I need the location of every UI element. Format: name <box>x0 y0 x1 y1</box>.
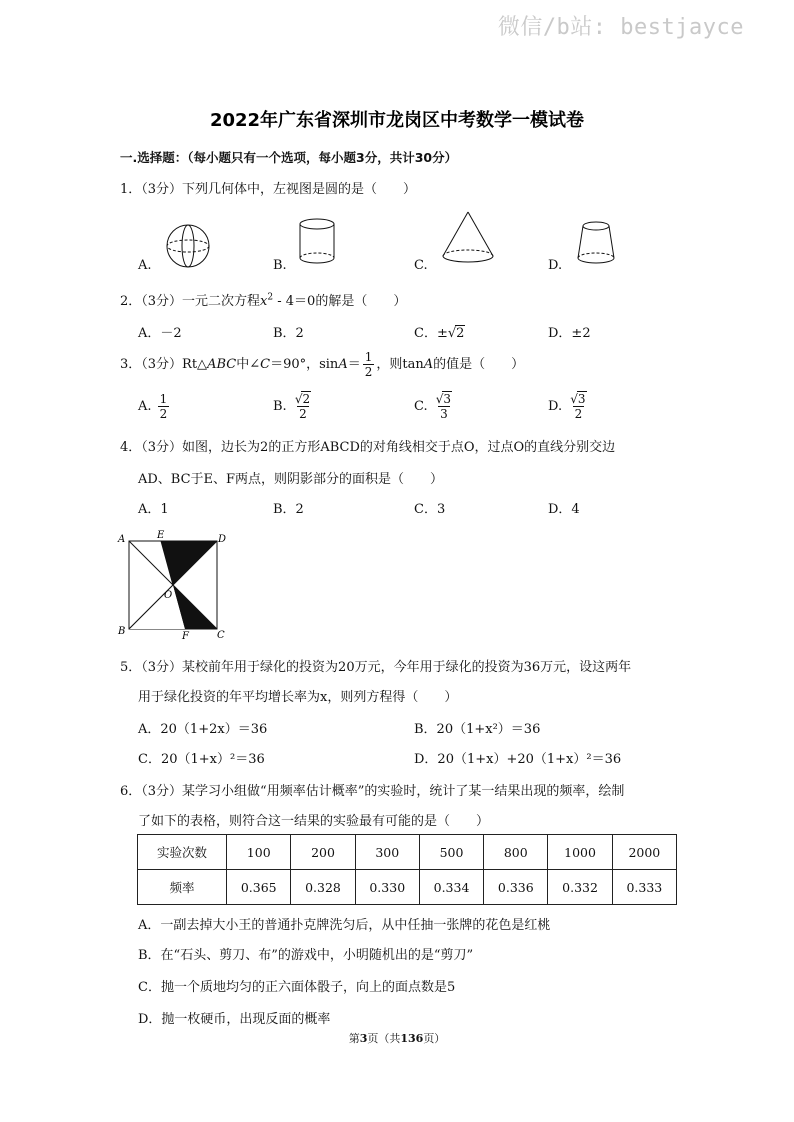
table-cell: 0.332 <box>548 870 612 905</box>
page-footer: 第3页（共136页） <box>348 1032 446 1045</box>
q3-option-a: A. $\frac{1}{2}$ <box>138 392 168 421</box>
q4-option-c: C．3 <box>414 502 446 517</box>
page-title: 2022年广东省深圳市龙岗区中考数学一模试卷 <box>209 110 585 131</box>
q2-stem: 2．（3分）一元二次方程$x^2 - 4=0$的解是（ ） <box>120 292 407 309</box>
q2-option-b: B．2 <box>273 326 304 341</box>
table-row <box>138 835 677 870</box>
q4-option-b: B．2 <box>273 502 304 517</box>
cone-figure <box>436 208 500 272</box>
table-cell: 0.328 <box>291 870 355 905</box>
label-C: C <box>217 630 225 640</box>
table-cell: 0.333 <box>612 870 676 905</box>
q6-stem-line1: 6．（3分）某学习小组做“用频率估计概率”的实验时，统计了某一结果出现的频率，绘制 <box>120 784 625 799</box>
q1-stem: 1．（3分）下列几何体中，左视图是圆的是（ ） <box>120 182 417 197</box>
q2-option-d: D．±2 <box>548 326 591 341</box>
q1-option-d-label: D. <box>548 258 563 273</box>
table-cell: 0.365 <box>227 870 291 905</box>
table-cell: 1000 <box>548 835 612 870</box>
label-O: O <box>164 590 173 601</box>
table-cell: 500 <box>419 835 483 870</box>
q6-option-b: B．在“石头、剪刀、布”的游戏中，小明随机出的是“剪刀” <box>138 948 474 963</box>
cylinder-figure <box>292 216 342 272</box>
q3-option-b: B. $\frac{√2}{2}$ <box>273 392 311 421</box>
table-cell: 2000 <box>612 835 676 870</box>
watermark: 微信/b站: bestjayce <box>497 15 744 40</box>
table-cell: 0.334 <box>419 870 483 905</box>
q6-option-c: C．抛一个质地均匀的正六面体骰子，向上的面点数是5 <box>138 980 456 995</box>
q6-option-d: D．抛一枚硬币，出现反面的概率 <box>138 1012 331 1027</box>
square-figure <box>116 528 228 640</box>
table-row <box>138 870 677 905</box>
q4-option-d: D．4 <box>548 502 580 517</box>
table-cell: 实验次数 <box>138 835 227 870</box>
q3-stem: 3．（3分）Rt△ABC中∠C＝90°，sinA＝ $\frac{1}{2}$ ，则tanA的值是（ ） <box>120 350 525 379</box>
q5-option-d: D．20（1+x）+20（1+x）²＝36 <box>414 752 622 767</box>
q2-option-c: C．±√2 <box>414 326 465 341</box>
frequency-table <box>137 834 677 905</box>
table-cell: 100 <box>227 835 291 870</box>
label-B: B <box>118 626 126 637</box>
q3-option-c: C. $\frac{√3}{3}$ <box>414 392 452 421</box>
shaded-triangle-top <box>161 541 217 585</box>
table-cell: 200 <box>291 835 355 870</box>
q1-option-b-label: B. <box>273 258 287 273</box>
section-heading: 一.选择题：（每小题只有一个选项，每小题3分，共计30分） <box>120 150 458 165</box>
table-cell: 0.330 <box>355 870 419 905</box>
q6-stem-line2: 了如下的表格，则符合这一结果的实验最有可能的是（ ） <box>138 814 490 829</box>
label-A: A <box>118 534 126 545</box>
label-F: F <box>182 631 189 640</box>
frustum-figure <box>572 218 622 272</box>
table-cell: 频率 <box>138 870 227 905</box>
q1-option-c-label: C. <box>414 258 428 273</box>
q3-option-d: D. $\frac{√3}{2}$ <box>548 392 586 421</box>
q5-option-a: A．20（1+2x）＝36 <box>138 722 268 737</box>
q5-option-b: B．20（1+x²）＝36 <box>414 722 541 737</box>
label-D: D <box>218 534 227 545</box>
table-cell: 300 <box>355 835 419 870</box>
table-cell: 0.336 <box>484 870 548 905</box>
q1-option-a-label: A. <box>138 258 152 273</box>
q4-option-a: A．1 <box>138 502 169 517</box>
q2-option-a: A．－2 <box>138 326 182 341</box>
q4-stem-line1: 4．（3分）如图，边长为2的正方形ABCD的对角线相交于点O，过点O的直线分别交边 <box>120 440 616 455</box>
q5-stem-line2: 用于绿化投资的年平均增长率为x，则列方程得（ ） <box>138 690 458 705</box>
q5-stem-line1: 5．（3分）某校前年用于绿化的投资为20万元，今年用于绿化的投资为36万元，设这两年 <box>120 660 632 675</box>
q5-option-c: C．20（1+x）²＝36 <box>138 752 265 767</box>
label-E: E <box>157 530 165 541</box>
sphere-figure <box>160 222 220 272</box>
table-cell: 800 <box>484 835 548 870</box>
q6-option-a: A．一副去掉大小王的普通扑克牌洗匀后，从中任抽一张牌的花色是红桃 <box>138 918 551 933</box>
q4-stem-line2: AD、BC于E、F两点，则阴影部分的面积是（ ） <box>138 472 444 487</box>
